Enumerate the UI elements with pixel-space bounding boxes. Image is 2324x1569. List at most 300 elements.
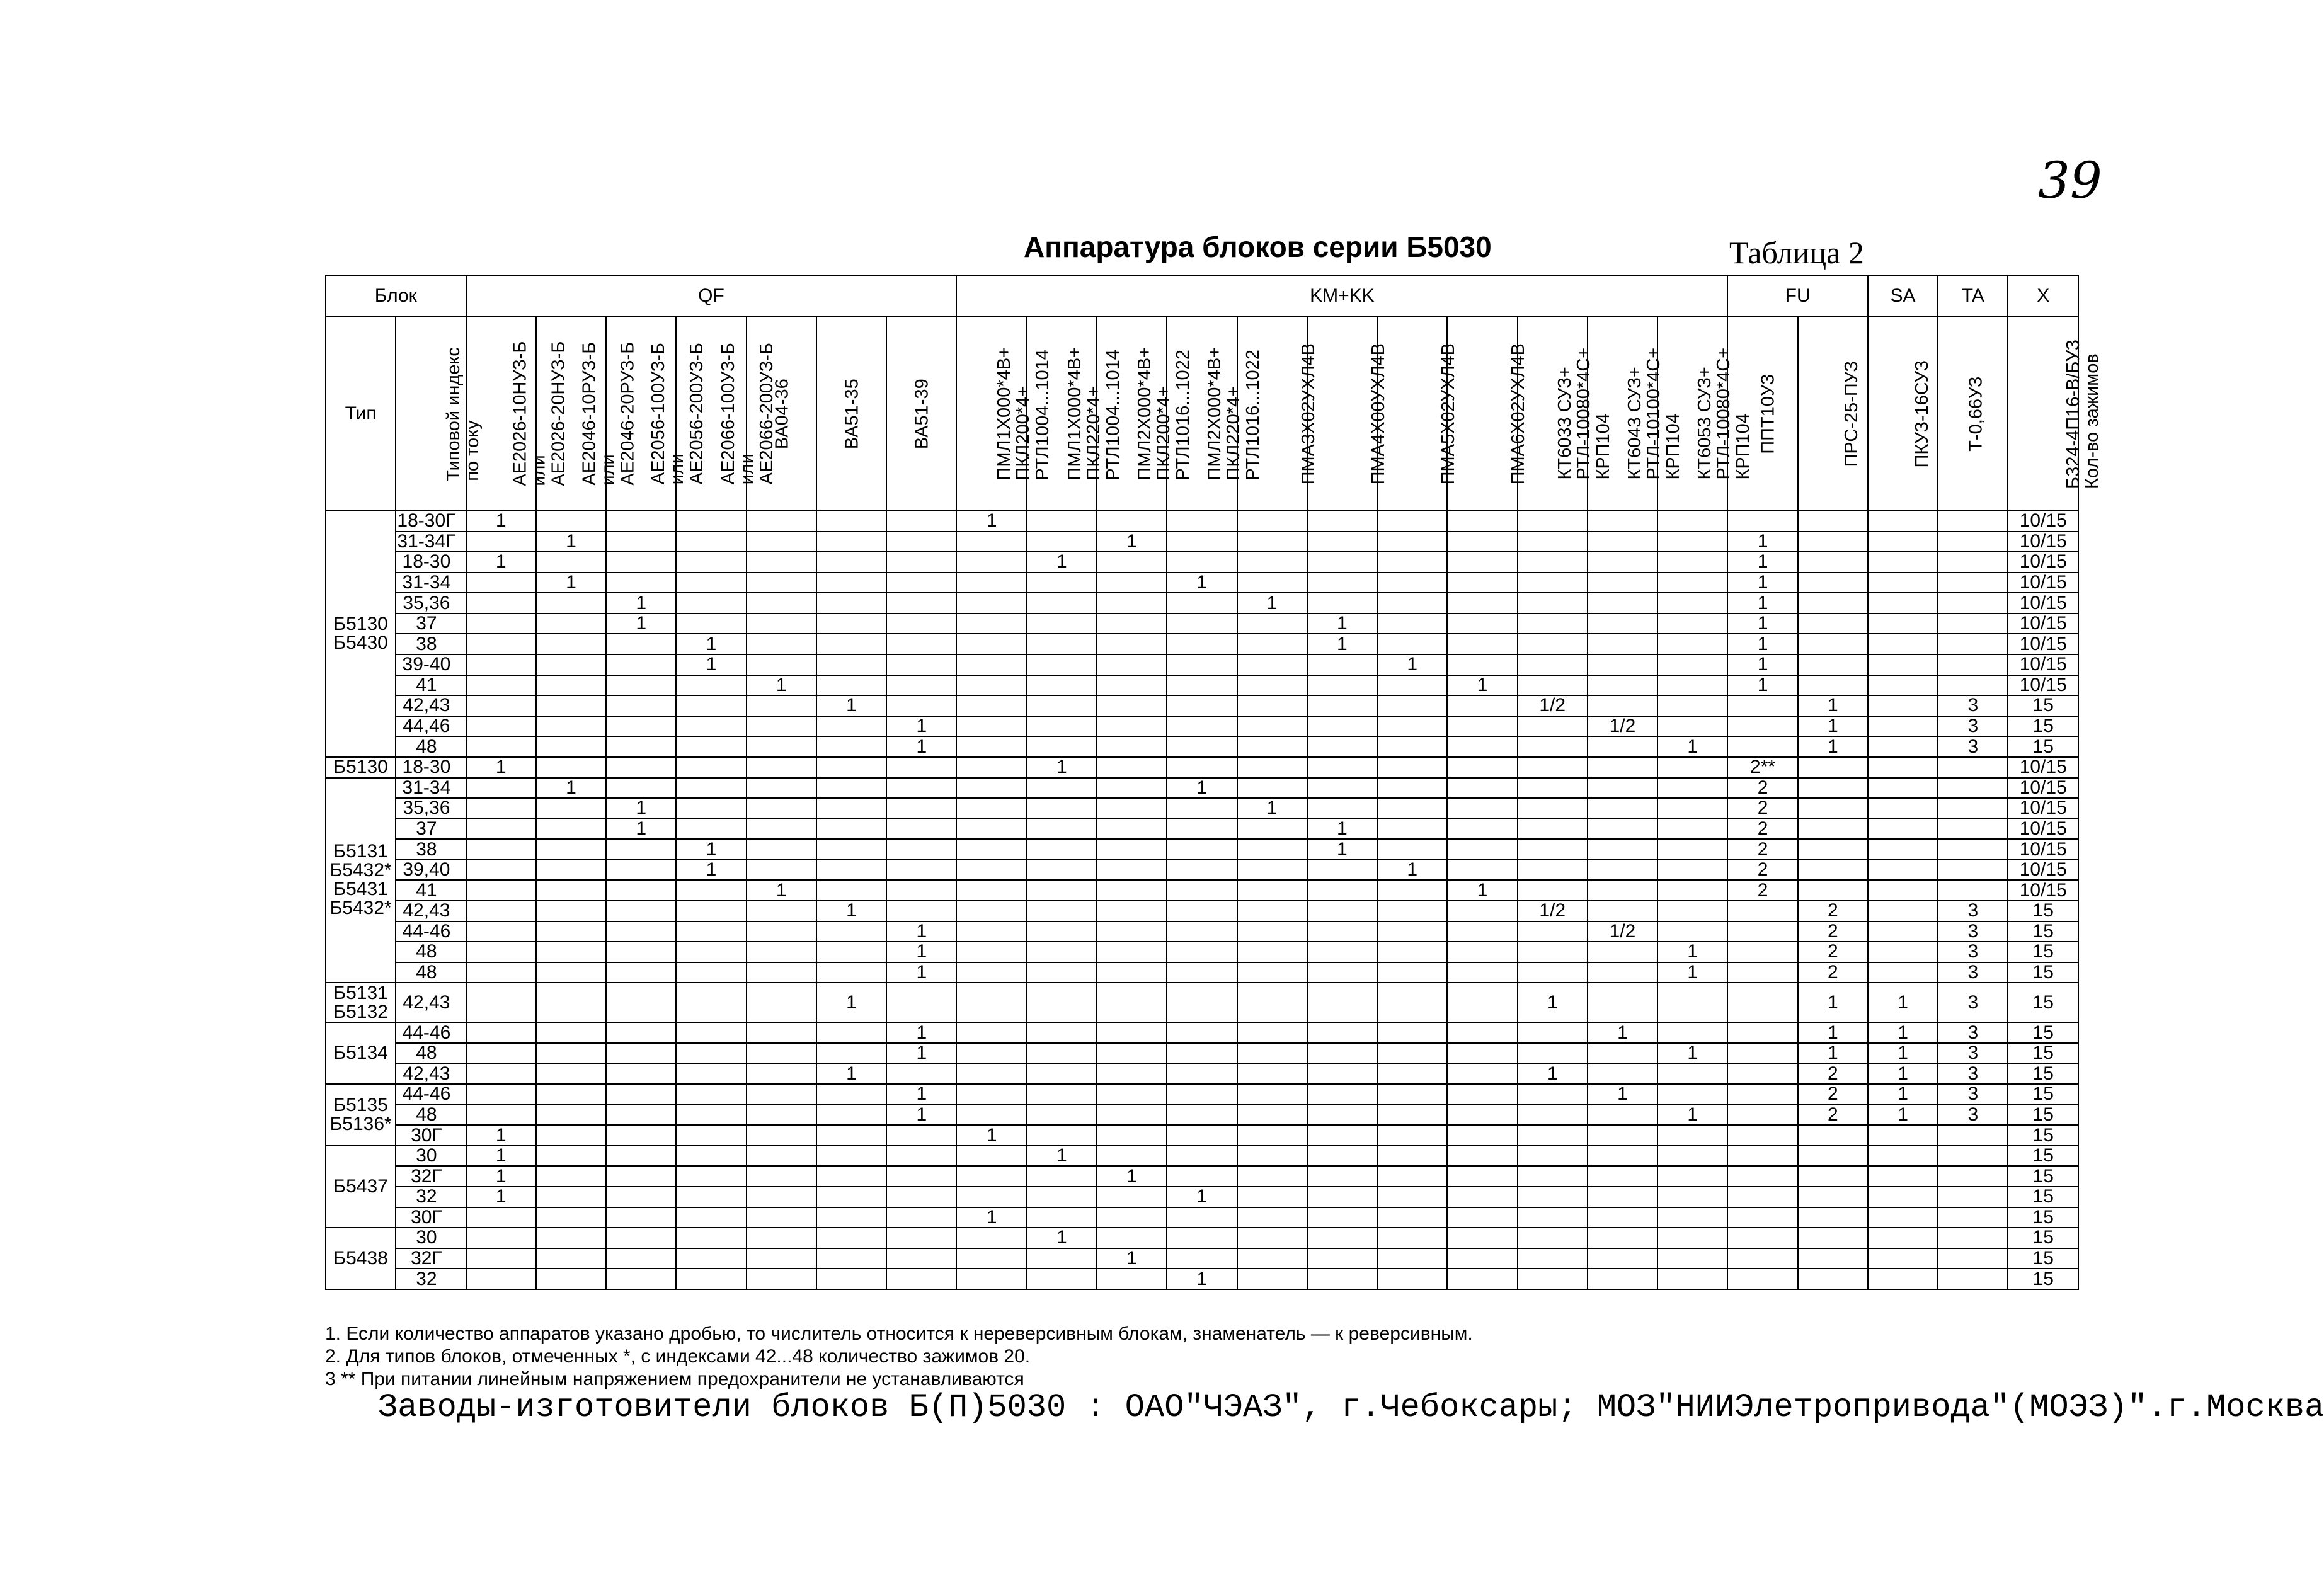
value-cell bbox=[1097, 613, 1167, 634]
value-cell bbox=[1377, 1166, 1447, 1187]
table-row bbox=[326, 1146, 2078, 1167]
value-cell bbox=[1518, 613, 1588, 634]
value-cell bbox=[606, 1105, 676, 1126]
index-cell: 42,43 bbox=[396, 901, 466, 921]
value-cell bbox=[1307, 962, 1377, 983]
value-cell: 1 bbox=[466, 757, 536, 778]
value-cell bbox=[1447, 511, 1517, 532]
value-cell bbox=[1588, 757, 1657, 778]
value-cell bbox=[1307, 1166, 1377, 1187]
value-cell bbox=[1377, 1228, 1447, 1248]
value-cell bbox=[1167, 1105, 1237, 1126]
value-cell bbox=[536, 798, 606, 819]
value-cell bbox=[1798, 552, 1868, 573]
col-header-type: Тип bbox=[326, 317, 396, 511]
value-cell: 2 bbox=[1798, 1084, 1868, 1105]
value-cell: 15 bbox=[2008, 1146, 2078, 1167]
value-cell bbox=[1167, 695, 1237, 716]
value-cell bbox=[956, 880, 1026, 901]
value-cell bbox=[1727, 1248, 1797, 1269]
value-cell: 1 bbox=[606, 593, 676, 613]
value-cell bbox=[606, 778, 676, 799]
value-cell bbox=[676, 1064, 746, 1085]
value-cell: 1 bbox=[1798, 1043, 1868, 1064]
value-cell bbox=[1447, 1022, 1517, 1043]
value-cell bbox=[606, 552, 676, 573]
value-cell bbox=[1027, 593, 1097, 613]
value-cell bbox=[747, 511, 816, 532]
value-cell bbox=[1518, 736, 1588, 757]
value-cell bbox=[676, 613, 746, 634]
value-cell bbox=[1938, 819, 2008, 840]
value-cell bbox=[956, 654, 1026, 675]
value-cell bbox=[1237, 839, 1307, 860]
value-cell bbox=[886, 1125, 956, 1146]
table-row bbox=[326, 1084, 2078, 1105]
value-cell bbox=[886, 880, 956, 901]
value-cell bbox=[1868, 798, 1938, 819]
value-cell bbox=[1657, 921, 1727, 942]
value-cell bbox=[1518, 757, 1588, 778]
value-cell: 1 bbox=[1868, 1064, 1938, 1085]
value-cell bbox=[1518, 1022, 1588, 1043]
value-cell bbox=[676, 532, 746, 552]
col-header-text: Т-0,66УЗ bbox=[1966, 376, 1986, 452]
value-cell bbox=[466, 695, 536, 716]
value-cell bbox=[816, 1248, 886, 1269]
value-cell bbox=[1097, 1146, 1167, 1167]
value-cell bbox=[1027, 716, 1097, 737]
value-cell bbox=[1027, 962, 1097, 983]
value-cell bbox=[466, 634, 536, 654]
value-cell bbox=[1377, 511, 1447, 532]
value-cell bbox=[676, 942, 746, 962]
value-cell bbox=[1307, 593, 1377, 613]
value-cell bbox=[1727, 962, 1797, 983]
value-cell bbox=[1657, 819, 1727, 840]
value-cell bbox=[536, 634, 606, 654]
value-cell bbox=[1027, 839, 1097, 860]
value-cell bbox=[1307, 983, 1377, 1022]
value-cell bbox=[1167, 552, 1237, 573]
value-cell bbox=[1027, 983, 1097, 1022]
value-cell bbox=[536, 757, 606, 778]
value-cell bbox=[1377, 675, 1447, 696]
value-cell bbox=[1237, 1043, 1307, 1064]
value-cell bbox=[1447, 1187, 1517, 1207]
value-cell bbox=[1727, 983, 1797, 1022]
value-cell bbox=[1377, 552, 1447, 573]
value-cell: 1 bbox=[1727, 675, 1797, 696]
value-cell bbox=[1588, 573, 1657, 593]
value-cell bbox=[1307, 901, 1377, 921]
value-cell bbox=[1798, 1166, 1868, 1187]
value-cell bbox=[1377, 1146, 1447, 1167]
value-cell: 1 bbox=[606, 613, 676, 634]
value-cell bbox=[1518, 1269, 1588, 1289]
value-cell bbox=[1377, 1022, 1447, 1043]
value-cell bbox=[1657, 901, 1727, 921]
value-cell bbox=[747, 860, 816, 881]
value-cell bbox=[676, 1269, 746, 1289]
value-cell bbox=[1027, 860, 1097, 881]
value-cell bbox=[1097, 901, 1167, 921]
value-cell bbox=[1377, 839, 1447, 860]
value-cell bbox=[606, 1084, 676, 1105]
value-cell bbox=[747, 1084, 816, 1105]
value-cell bbox=[466, 942, 536, 962]
value-cell bbox=[1657, 1146, 1727, 1167]
value-cell bbox=[1027, 573, 1097, 593]
value-cell bbox=[1868, 552, 1938, 573]
value-cell bbox=[747, 613, 816, 634]
value-cell bbox=[1097, 1125, 1167, 1146]
value-cell bbox=[466, 532, 536, 552]
value-cell: 1 bbox=[886, 736, 956, 757]
value-cell bbox=[1727, 1125, 1797, 1146]
value-cell bbox=[1518, 675, 1588, 696]
value-cell bbox=[1307, 532, 1377, 552]
col-header-text: ПРС-25-ПУЗ bbox=[1841, 360, 1862, 467]
table-row bbox=[326, 921, 2078, 942]
value-cell: 1 bbox=[1307, 613, 1377, 634]
value-cell: 15 bbox=[2008, 1269, 2078, 1289]
value-cell bbox=[747, 573, 816, 593]
index-cell: 35,36 bbox=[396, 798, 466, 819]
value-cell bbox=[1518, 921, 1588, 942]
value-cell bbox=[1447, 757, 1517, 778]
value-cell: 2 bbox=[1727, 819, 1797, 840]
value-cell bbox=[816, 757, 886, 778]
col-header bbox=[1868, 317, 1938, 511]
value-cell bbox=[606, 634, 676, 654]
value-cell bbox=[1727, 1064, 1797, 1085]
value-cell bbox=[1167, 962, 1237, 983]
value-cell bbox=[536, 819, 606, 840]
value-cell bbox=[956, 1084, 1026, 1105]
value-cell bbox=[1868, 819, 1938, 840]
value-cell bbox=[676, 511, 746, 532]
value-cell bbox=[1868, 675, 1938, 696]
value-cell bbox=[466, 798, 536, 819]
value-cell: 1 bbox=[747, 880, 816, 901]
value-cell bbox=[816, 921, 886, 942]
table-row bbox=[326, 1187, 2078, 1207]
value-cell: 1 bbox=[466, 1146, 536, 1167]
value-cell bbox=[536, 675, 606, 696]
value-cell bbox=[1727, 1269, 1797, 1289]
value-cell bbox=[466, 1207, 536, 1228]
value-cell bbox=[1307, 573, 1377, 593]
value-cell: 1 bbox=[886, 1043, 956, 1064]
value-cell bbox=[1798, 532, 1868, 552]
value-cell bbox=[886, 552, 956, 573]
value-cell bbox=[606, 839, 676, 860]
value-cell bbox=[1097, 1207, 1167, 1228]
value-cell bbox=[1447, 1146, 1517, 1167]
table-row bbox=[326, 716, 2078, 737]
value-cell: 3 bbox=[1938, 1084, 2008, 1105]
value-cell bbox=[1657, 880, 1727, 901]
value-cell bbox=[466, 983, 536, 1022]
value-cell bbox=[606, 860, 676, 881]
index-cell: 35,36 bbox=[396, 593, 466, 613]
value-cell: 2 bbox=[1727, 839, 1797, 860]
value-cell bbox=[1798, 634, 1868, 654]
value-cell bbox=[1938, 778, 2008, 799]
value-cell bbox=[1307, 552, 1377, 573]
value-cell bbox=[886, 1228, 956, 1248]
value-cell: 1 bbox=[466, 1166, 536, 1187]
value-cell bbox=[1307, 1248, 1377, 1269]
table-number: Таблица 2 bbox=[1729, 235, 1864, 270]
value-cell: 1 bbox=[1868, 1043, 1938, 1064]
value-cell bbox=[747, 1248, 816, 1269]
col-header-text: Типовой индекс по току bbox=[444, 346, 483, 481]
value-cell bbox=[747, 798, 816, 819]
value-cell bbox=[606, 942, 676, 962]
table-row bbox=[326, 654, 2078, 675]
value-cell bbox=[1377, 901, 1447, 921]
value-cell bbox=[1027, 819, 1097, 840]
value-cell bbox=[1657, 798, 1727, 819]
value-cell bbox=[747, 921, 816, 942]
value-cell bbox=[747, 778, 816, 799]
index-cell: 32Г bbox=[396, 1248, 466, 1269]
value-cell bbox=[1097, 962, 1167, 983]
value-cell bbox=[466, 1248, 536, 1269]
col-header-text: АЕ2026-10НУЗ-Б или АЕ2026-20НУЗ-Б bbox=[509, 341, 568, 487]
value-cell: 1 bbox=[1727, 593, 1797, 613]
value-cell bbox=[1518, 1248, 1588, 1269]
value-cell bbox=[676, 1166, 746, 1187]
manufacturers-footer: Заводы-изготовители блоков Б(П)5030 : ОАО"ЧЭАЗ", г.Чебоксары; МОЗ"НИИЭлетропривода"(МОЭЗ)".г.Москва bbox=[378, 1389, 2324, 1426]
value-cell bbox=[1097, 511, 1167, 532]
value-cell: 1 bbox=[1307, 839, 1377, 860]
col-header-text: ВА51-39 bbox=[912, 379, 932, 449]
value-cell bbox=[956, 1248, 1026, 1269]
value-cell: 10/15 bbox=[2008, 778, 2078, 799]
index-cell: 32 bbox=[396, 1187, 466, 1207]
value-cell bbox=[886, 1146, 956, 1167]
value-cell bbox=[676, 962, 746, 983]
value-cell bbox=[1868, 1187, 1938, 1207]
value-cell bbox=[466, 1105, 536, 1126]
value-cell bbox=[1447, 593, 1517, 613]
value-cell bbox=[1307, 1207, 1377, 1228]
value-cell bbox=[747, 1125, 816, 1146]
value-cell bbox=[1518, 593, 1588, 613]
value-cell bbox=[956, 819, 1026, 840]
value-cell: 1 bbox=[816, 695, 886, 716]
value-cell bbox=[1237, 1084, 1307, 1105]
value-cell bbox=[1798, 511, 1868, 532]
value-cell bbox=[1237, 634, 1307, 654]
value-cell bbox=[1097, 942, 1167, 962]
value-cell bbox=[1377, 942, 1447, 962]
value-cell bbox=[466, 1228, 536, 1248]
value-cell bbox=[606, 511, 676, 532]
value-cell bbox=[1167, 942, 1237, 962]
value-cell bbox=[1377, 736, 1447, 757]
value-cell bbox=[1447, 613, 1517, 634]
value-cell bbox=[1798, 1146, 1868, 1167]
value-cell bbox=[1657, 1022, 1727, 1043]
value-cell bbox=[816, 736, 886, 757]
value-cell bbox=[1027, 1064, 1097, 1085]
value-cell bbox=[1307, 880, 1377, 901]
value-cell bbox=[747, 819, 816, 840]
value-cell bbox=[1027, 1166, 1097, 1187]
value-cell bbox=[1097, 573, 1167, 593]
value-cell bbox=[816, 511, 886, 532]
value-cell bbox=[886, 675, 956, 696]
value-cell bbox=[886, 778, 956, 799]
value-cell: 1 bbox=[886, 921, 956, 942]
value-cell bbox=[536, 860, 606, 881]
value-cell bbox=[1938, 675, 2008, 696]
value-cell bbox=[1588, 880, 1657, 901]
value-cell: 1 bbox=[886, 962, 956, 983]
value-cell bbox=[1167, 1022, 1237, 1043]
value-cell: 1 bbox=[1868, 1022, 1938, 1043]
value-cell bbox=[466, 736, 536, 757]
value-cell bbox=[536, 1084, 606, 1105]
value-cell bbox=[747, 716, 816, 737]
value-cell bbox=[1727, 695, 1797, 716]
note-1: 1. Если количество аппаратов указано дробью, то числитель относится к нереверсивным блокам, знаменатель — к реверсивным. bbox=[325, 1323, 1473, 1344]
col-header-text: ПМА5Х02УХЛ4В bbox=[1438, 343, 1458, 485]
col-header-text: ППТ10УЗ bbox=[1758, 374, 1778, 454]
value-cell bbox=[606, 695, 676, 716]
value-cell: 2** bbox=[1727, 757, 1797, 778]
value-cell bbox=[1868, 695, 1938, 716]
value-cell bbox=[1237, 675, 1307, 696]
value-cell bbox=[1798, 819, 1868, 840]
note-2: 2. Для типов блоков, отмеченных *, с индексами 42...48 количество зажимов 20. bbox=[325, 1346, 1031, 1367]
value-cell bbox=[466, 1084, 536, 1105]
value-cell bbox=[1237, 1228, 1307, 1248]
value-cell: 1 bbox=[676, 839, 746, 860]
value-cell: 10/15 bbox=[2008, 798, 2078, 819]
value-cell bbox=[606, 716, 676, 737]
value-cell: 1 bbox=[1727, 613, 1797, 634]
value-cell bbox=[956, 675, 1026, 696]
index-cell: 37 bbox=[396, 819, 466, 840]
table-row bbox=[326, 839, 2078, 860]
value-cell: 15 bbox=[2008, 1105, 2078, 1126]
value-cell bbox=[1588, 511, 1657, 532]
value-cell bbox=[1027, 1269, 1097, 1289]
value-cell bbox=[747, 1269, 816, 1289]
value-cell bbox=[816, 1269, 886, 1289]
value-cell bbox=[956, 860, 1026, 881]
value-cell bbox=[1167, 798, 1237, 819]
value-cell: 1 bbox=[1447, 880, 1517, 901]
value-cell bbox=[466, 1043, 536, 1064]
value-cell: 1 bbox=[1727, 654, 1797, 675]
value-cell bbox=[1518, 716, 1588, 737]
col-header-text: ПМЛ1Х000*4В+ ПКЛ200*4+ РТЛ1004...1014 bbox=[994, 347, 1053, 481]
value-cell: 1 bbox=[1377, 654, 1447, 675]
value-cell bbox=[1868, 634, 1938, 654]
value-cell bbox=[1307, 1228, 1377, 1248]
value-cell bbox=[1097, 716, 1167, 737]
value-cell bbox=[1518, 860, 1588, 881]
value-cell bbox=[816, 1022, 886, 1043]
value-cell bbox=[1588, 1105, 1657, 1126]
value-cell bbox=[606, 1207, 676, 1228]
value-cell bbox=[1237, 532, 1307, 552]
value-cell bbox=[886, 1269, 956, 1289]
value-cell: 10/15 bbox=[2008, 880, 2078, 901]
value-cell bbox=[606, 1146, 676, 1167]
value-cell bbox=[536, 942, 606, 962]
table-row bbox=[326, 1064, 2078, 1085]
value-cell bbox=[1938, 798, 2008, 819]
value-cell bbox=[466, 593, 536, 613]
block-type-cell: Б5134 bbox=[326, 1022, 396, 1084]
value-cell bbox=[1097, 921, 1167, 942]
table-row bbox=[326, 1105, 2078, 1126]
value-cell bbox=[1518, 1043, 1588, 1064]
value-cell bbox=[676, 695, 746, 716]
value-cell bbox=[1938, 839, 2008, 860]
note-3: 3 ** При питании линейным напряжением предохранители не устанавливаются bbox=[325, 1369, 1024, 1389]
value-cell bbox=[1868, 654, 1938, 675]
value-cell bbox=[536, 880, 606, 901]
value-cell bbox=[676, 1228, 746, 1248]
value-cell: 1 bbox=[886, 716, 956, 737]
value-cell bbox=[1588, 798, 1657, 819]
value-cell bbox=[1027, 1022, 1097, 1043]
value-cell bbox=[466, 880, 536, 901]
value-cell: 3 bbox=[1938, 962, 2008, 983]
value-cell bbox=[747, 1043, 816, 1064]
value-cell bbox=[1237, 511, 1307, 532]
value-cell bbox=[536, 1022, 606, 1043]
value-cell bbox=[1027, 613, 1097, 634]
value-cell bbox=[606, 880, 676, 901]
value-cell bbox=[1938, 1269, 2008, 1289]
index-cell: 48 bbox=[396, 1105, 466, 1126]
value-cell bbox=[816, 716, 886, 737]
value-cell bbox=[1518, 1187, 1588, 1207]
value-cell bbox=[1518, 532, 1588, 552]
value-cell bbox=[1727, 1207, 1797, 1228]
table-row bbox=[326, 1022, 2078, 1043]
block-type-cell: Б5437 bbox=[326, 1146, 396, 1228]
value-cell bbox=[1377, 1187, 1447, 1207]
value-cell bbox=[676, 901, 746, 921]
value-cell bbox=[1097, 778, 1167, 799]
value-cell bbox=[1167, 839, 1237, 860]
value-cell bbox=[466, 613, 536, 634]
value-cell bbox=[886, 573, 956, 593]
value-cell bbox=[1938, 860, 2008, 881]
value-cell bbox=[1518, 1084, 1588, 1105]
value-cell bbox=[1588, 1187, 1657, 1207]
value-cell bbox=[1447, 942, 1517, 962]
value-cell bbox=[886, 1207, 956, 1228]
value-cell bbox=[536, 839, 606, 860]
value-cell bbox=[1237, 757, 1307, 778]
value-cell bbox=[1447, 695, 1517, 716]
value-cell bbox=[606, 1022, 676, 1043]
value-cell bbox=[747, 1187, 816, 1207]
value-cell: 15 bbox=[2008, 1207, 2078, 1228]
value-cell bbox=[1307, 736, 1377, 757]
